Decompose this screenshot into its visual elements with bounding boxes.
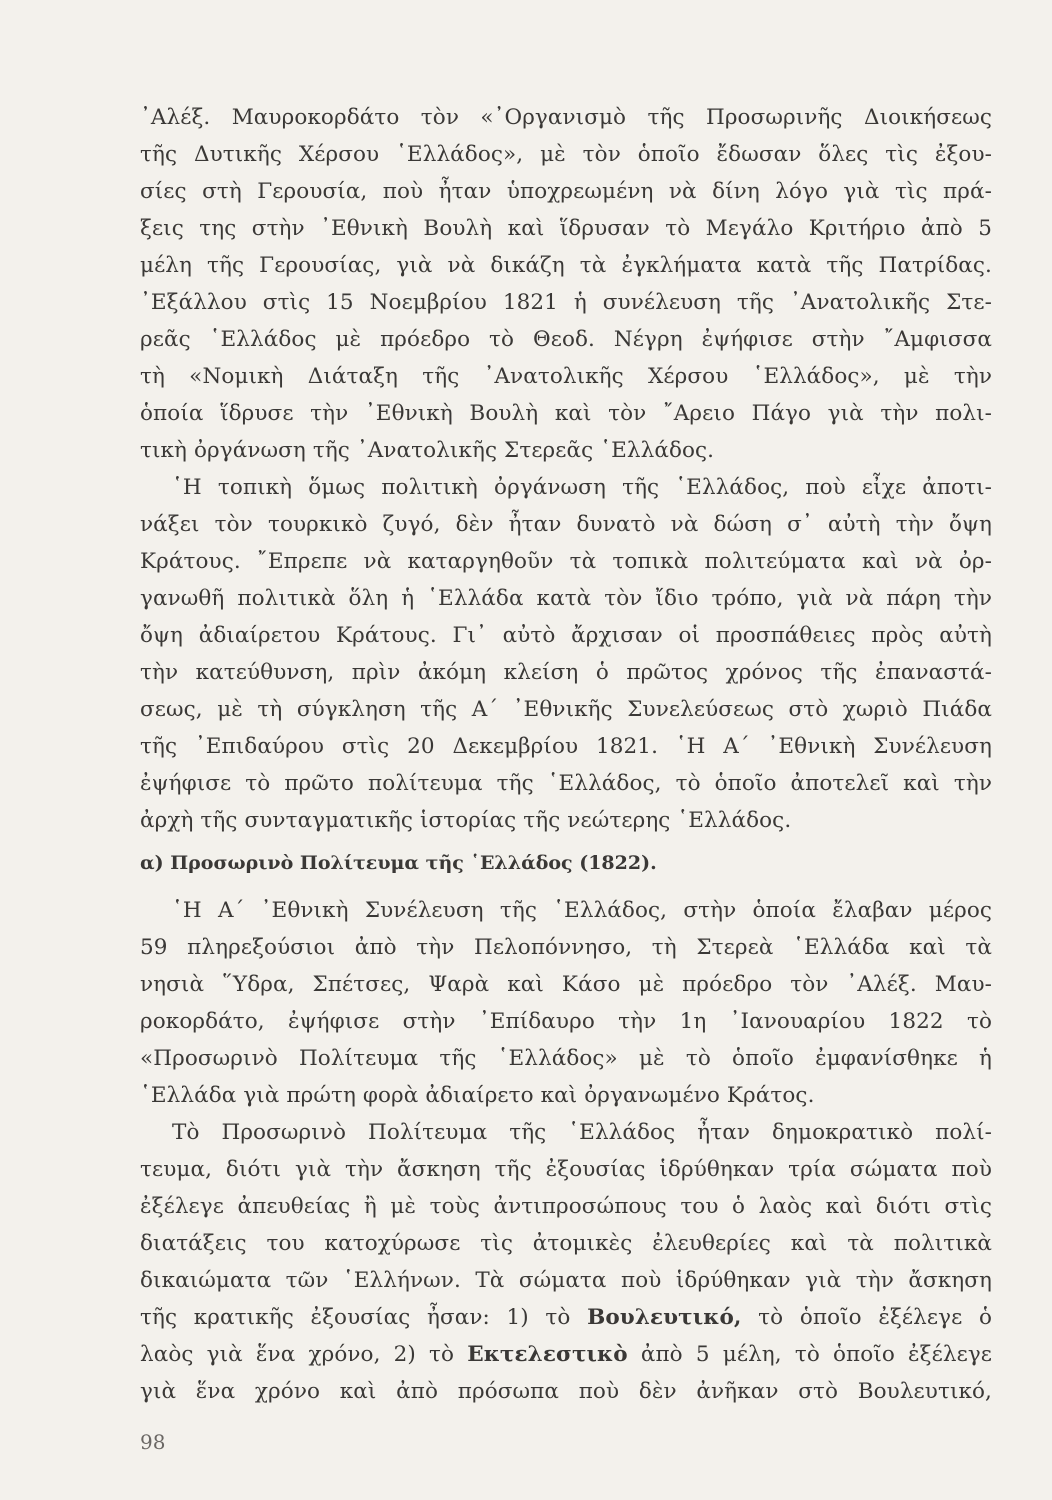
text-line: ὄψη ἀδιαίρετου Κράτους. Γι᾿ αὐτὸ ἄρχισαν οἱ προσπάθειες πρὸς αὐτὴ — [140, 623, 992, 648]
text-line: ᾿Εξάλλου στὶς 15 Νοεμβρίου 1821 ἡ συνέλευση τῆς ᾿Ανατολικῆς Στε- — [140, 290, 992, 315]
text-line: ἐξέλεγε ἀπευθείας ἢ μὲ τοὺς ἀντιπροσώπους του ὁ λαὸς καὶ διότι στὶς — [140, 1194, 992, 1219]
section-heading: α) Προσωρινὸ Πολίτευμα τῆς ῾Ελλάδος (1822). — [140, 852, 657, 874]
line-text: τῆς κρατικῆς ἐξουσίας ἦσαν: 1) τὸ — [140, 1305, 571, 1330]
text-line: ρεᾶς ῾Ελλάδος μὲ πρόεδρο τὸ Θεοδ. Νέγρη ἐψήφισε στὴν ῎Αμφισσα — [140, 327, 992, 352]
text-line: ᾿Αλέξ. Μαυροκορδάτο τὸν «᾿Οργανισμὸ τῆς Προσωρινῆς Διοικήσεως — [140, 105, 992, 130]
text-line: δικαιώματα τῶν ῾Ελλήνων. Τὰ σώματα ποὺ ἱδρύθηκαν γιὰ τὴν ἄσκηση — [140, 1268, 992, 1293]
text-line: ὁποία ἵδρυσε τὴν ᾿Εθνικὴ Βουλὴ καὶ τὸν ῎Αρειο Πάγο γιὰ τὴν πολι- — [140, 401, 992, 426]
line-text: ἀπὸ 5 μέλη, τὸ ὁποῖο ἐξέλεγε — [640, 1342, 993, 1367]
text-line: ἀρχὴ τῆς συνταγματικῆς ἱστορίας τῆς νεώτερης ῾Ελλάδος. — [140, 808, 792, 833]
page-number: 98 — [140, 1430, 166, 1454]
text-line: τὴ «Νομικὴ Διάταξη τῆς ᾿Ανατολικῆς Χέρσου ῾Ελλάδος», μὲ τὴν — [140, 364, 992, 389]
text-line: τὴν κατεύθυνση, πρὶν ἀκόμη κλείση ὁ πρῶτος χρόνος τῆς ἐπαναστά- — [140, 660, 992, 685]
text-line: νησιὰ ῞Υδρα, Σπέτσες, Ψαρὰ καὶ Κάσο μὲ πρόεδρο τὸν ᾿Αλέξ. Μαυ- — [140, 972, 992, 997]
text-line: ροκορδάτο, ἐψήφισε στὴν ᾿Επίδαυρο τὴν 1η ᾿Ιανουαρίου 1822 τὸ — [140, 1009, 992, 1034]
text-line: τικὴ ὀργάνωση τῆς ᾿Ανατολικῆς Στερεᾶς ῾Ελλάδος. — [140, 438, 715, 463]
text-line: γιὰ ἕνα χρόνο καὶ ἀπὸ πρόσωπα ποὺ δὲν ἀνῆκαν στὸ Βουλευτικό, — [140, 1379, 992, 1404]
text-line-with-bold — [140, 1337, 992, 1373]
paragraph-start-line: ῾Η τοπικὴ ὅμως πολιτικὴ ὀργάνωση τῆς ῾Ελλάδος, ποὺ εἶχε ἀποτι- — [172, 475, 992, 500]
text-line: νάξει τὸν τουρκικὸ ζυγό, δὲν ἦταν δυνατὸ νὰ δώση σ᾿ αὐτὴ τὴν ὄψη — [140, 512, 992, 537]
text-line: ξεις της στὴν ᾿Εθνικὴ Βουλὴ καὶ ἵδρυσαν τὸ Μεγάλο Κριτήριο ἀπὸ 5 — [140, 216, 992, 241]
text-line: σεως, μὲ τὴ σύγκληση τῆς Α΄ ᾿Εθνικῆς Συνελεύσεως στὸ χωριὸ Πιάδα — [140, 697, 992, 722]
text-line: διατάξεις του κατοχύρωσε τὶς ἀτομικὲς ἐλευθερίες καὶ τὰ πολιτικὰ — [140, 1231, 992, 1256]
text-line: γανωθῆ πολιτικὰ ὅλη ἡ ῾Ελλάδα κατὰ τὸν ἴδιο τρόπο, γιὰ νὰ πάρη τὴν — [140, 586, 992, 611]
text-line-with-bold — [140, 1300, 992, 1336]
text-line: σίες στὴ Γερουσία, ποὺ ἦταν ὑποχρεωμένη νὰ δίνη λόγο γιὰ τὶς πρά- — [140, 179, 992, 204]
bold-term-executive: Εκτελεστικὸ — [467, 1342, 628, 1367]
text-line: μέλη τῆς Γερουσίας, γιὰ νὰ δικάζη τὰ ἐγκλήματα κατὰ τῆς Πατρίδας. — [140, 253, 992, 278]
paragraph-start-line: ῾Η Α΄ ᾿Εθνικὴ Συνέλευση τῆς ῾Ελλάδος, στὴν ὁποία ἔλαβαν μέρος — [172, 898, 992, 923]
text-line: τῆς Δυτικῆς Χέρσου ῾Ελλάδος», μὲ τὸν ὁποῖο ἔδωσαν ὅλες τὶς ἐξου- — [140, 142, 992, 167]
text-line: «Προσωρινὸ Πολίτευμα τῆς ῾Ελλάδος» μὲ τὸ ὁποῖο ἐμφανίσθηκε ἡ — [140, 1046, 992, 1071]
text-line: ῾Ελλάδα γιὰ πρώτη φορὰ ἀδιαίρετο καὶ ὀργανωμένο Κράτος. — [140, 1083, 815, 1108]
text-line: Κράτους. ῎Επρεπε νὰ καταργηθοῦν τὰ τοπικὰ πολιτεύματα καὶ νὰ ὀρ- — [140, 549, 992, 574]
paragraph-start-line: Τὸ Προσωρινὸ Πολίτευμα τῆς ῾Ελλάδος ἦταν δημοκρατικὸ πολί- — [172, 1120, 992, 1145]
line-text: τὸ ὁποῖο ἐξέλεγε ὁ — [758, 1305, 992, 1330]
line-text: λαὸς γιὰ ἕνα χρόνο, 2) τὸ — [140, 1342, 455, 1367]
text-line: τευμα, διότι γιὰ τὴν ἄσκηση τῆς ἐξουσίας ἱδρύθηκαν τρία σώματα ποὺ — [140, 1157, 992, 1182]
text-line: 59 πληρεξούσιοι ἀπὸ τὴν Πελοπόννησο, τὴ Στερεὰ ῾Ελλάδα καὶ τὰ — [140, 935, 992, 960]
text-line: τῆς ᾿Επιδαύρου στὶς 20 Δεκεμβρίου 1821. ῾Η Α΄ ᾿Εθνικὴ Συνέλευση — [140, 734, 992, 759]
text-line: ἐψήφισε τὸ πρῶτο πολίτευμα τῆς ῾Ελλάδος, τὸ ὁποῖο ἀποτελεῖ καὶ τὴν — [140, 771, 992, 796]
bold-term-legislative: Βουλευτικό, — [587, 1305, 742, 1330]
